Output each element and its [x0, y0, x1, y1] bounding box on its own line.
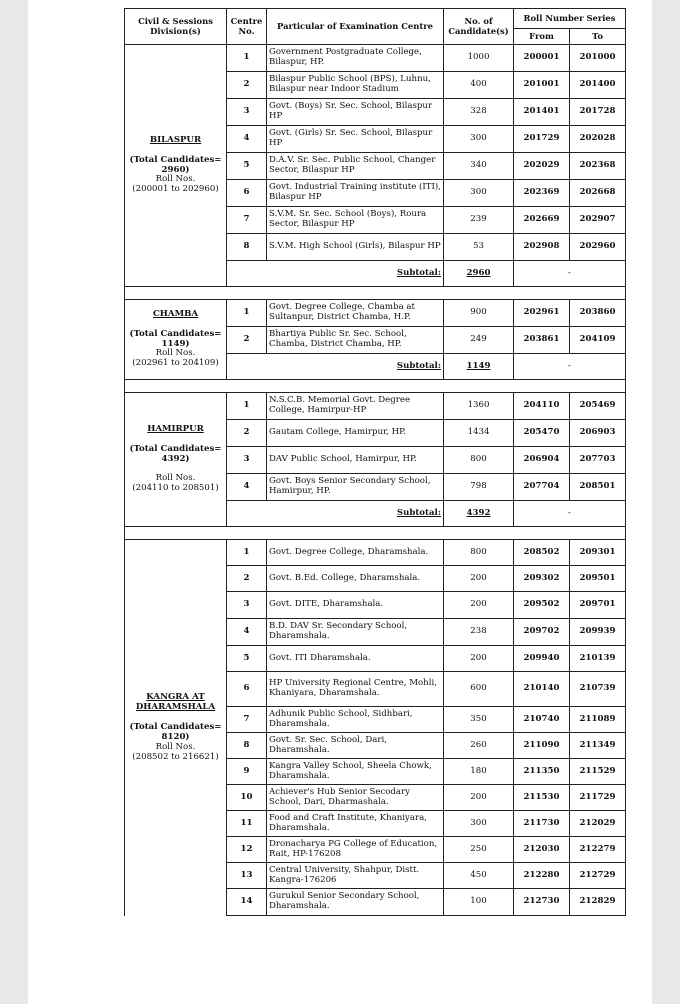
candidate-count: 200 — [444, 566, 514, 592]
section-separator — [125, 287, 626, 300]
roll-from: 211730 — [514, 811, 570, 837]
roll-from: 212030 — [514, 837, 570, 863]
centre-name: S.V.M. Sr. Sec. School (Boys), Roura Sector, Bilaspur HP — [267, 207, 444, 234]
roll-from: 212280 — [514, 863, 570, 889]
candidate-count: 238 — [444, 619, 514, 646]
centre-name: Govt. (Boys) Sr. Sec. School, Bilaspur HP — [267, 99, 444, 126]
candidate-count: 1434 — [444, 420, 514, 447]
roll-to: 211529 — [570, 759, 626, 785]
subtotal-label: Subtotal: — [227, 501, 444, 527]
roll-from: 210140 — [514, 672, 570, 707]
roll-range: (208502 to 216621) — [132, 751, 219, 762]
centre-no: 2 — [227, 327, 267, 354]
candidate-count: 400 — [444, 72, 514, 99]
division-total: (Total Candidates= 4392) — [129, 443, 222, 464]
centre-no: 7 — [227, 707, 267, 733]
centre-no: 1 — [227, 45, 267, 72]
exam-centre-table — [124, 8, 626, 916]
header-roll-series: Roll Number Series — [514, 9, 626, 29]
division-cell — [125, 393, 227, 527]
roll-to: 210739 — [570, 672, 626, 707]
centre-name: N.S.C.B. Memorial Govt. Degree College, Hamirpur-HP — [267, 393, 444, 420]
candidate-count: 260 — [444, 733, 514, 759]
header-to: To — [570, 29, 626, 45]
subtotal-dash: - — [514, 501, 626, 527]
centre-no: 11 — [227, 811, 267, 837]
centre-no: 1 — [227, 540, 267, 566]
centre-name: Govt. B.Ed. College, Dharamshala. — [267, 566, 444, 592]
roll-from: 209502 — [514, 592, 570, 619]
roll-label: Roll Nos. — [155, 174, 196, 185]
roll-range: (200001 to 202960) — [132, 184, 219, 195]
centre-name: Kangra Valley School, Sheela Chowk, Dharamshala. — [267, 759, 444, 785]
centre-no: 4 — [227, 126, 267, 153]
header-division: Civil & Sessions Division(s) — [125, 9, 227, 45]
roll-from: 202029 — [514, 153, 570, 180]
subtotal-dash: - — [514, 354, 626, 380]
candidate-count: 180 — [444, 759, 514, 785]
roll-from: 210740 — [514, 707, 570, 733]
centre-name: Adhunik Public School, Sidhbari, Dharamshala. — [267, 707, 444, 733]
roll-label: Roll Nos. — [155, 348, 196, 359]
centre-name: Government Postgraduate College, Bilaspur, HP. — [267, 45, 444, 72]
centre-no: 10 — [227, 785, 267, 811]
centre-no: 5 — [227, 646, 267, 672]
centre-no: 7 — [227, 207, 267, 234]
roll-from: 201729 — [514, 126, 570, 153]
roll-to: 209939 — [570, 619, 626, 646]
roll-from: 208502 — [514, 540, 570, 566]
centre-name: Govt. Sr. Sec. School, Dari, Dharamshala. — [267, 733, 444, 759]
roll-from: 203861 — [514, 327, 570, 354]
document-page — [28, 0, 652, 1004]
roll-from: 206904 — [514, 447, 570, 474]
roll-from: 211350 — [514, 759, 570, 785]
roll-to: 212829 — [570, 889, 626, 916]
roll-to: 202368 — [570, 153, 626, 180]
roll-to: 211729 — [570, 785, 626, 811]
centre-no: 4 — [227, 619, 267, 646]
roll-from: 209302 — [514, 566, 570, 592]
division-total: (Total Candidates= 8120) — [129, 721, 222, 742]
roll-to: 212029 — [570, 811, 626, 837]
centre-name: Govt. (Girls) Sr. Sec. School, Bilaspur HP — [267, 126, 444, 153]
roll-from: 202669 — [514, 207, 570, 234]
centre-name: Govt. Degree College, Dharamshala. — [267, 540, 444, 566]
roll-to: 210139 — [570, 646, 626, 672]
separator-gap — [125, 287, 626, 300]
centre-name: Govt. Boys Senior Secondary School, Hamirpur, HP. — [267, 474, 444, 501]
centre-name: Central University, Shahpur, Distt. Kangra-176206 — [267, 863, 444, 889]
centre-no: 9 — [227, 759, 267, 785]
section-separator — [125, 380, 626, 393]
candidate-count: 239 — [444, 207, 514, 234]
division-name: HAMIRPUR — [147, 423, 204, 434]
centre-name: Gautam College, Hamirpur, HP. — [267, 420, 444, 447]
roll-label: Roll Nos. — [155, 473, 196, 484]
section-separator — [125, 527, 626, 540]
centre-no: 13 — [227, 863, 267, 889]
centre-no: 4 — [227, 474, 267, 501]
header-centre-no: Centre No. — [227, 9, 267, 45]
header-from: From — [514, 29, 570, 45]
division-name: CHAMBA — [152, 308, 199, 319]
roll-from: 201401 — [514, 99, 570, 126]
roll-range: (202961 to 204109) — [132, 358, 219, 369]
candidate-count: 200 — [444, 592, 514, 619]
subtotal-dash: - — [514, 261, 626, 287]
centre-no: 8 — [227, 733, 267, 759]
division-cell — [125, 45, 227, 287]
candidate-count: 340 — [444, 153, 514, 180]
centre-no: 2 — [227, 72, 267, 99]
roll-from: 201001 — [514, 72, 570, 99]
centre-no: 6 — [227, 180, 267, 207]
centre-no: 6 — [227, 672, 267, 707]
roll-from: 211530 — [514, 785, 570, 811]
separator-gap — [125, 527, 626, 540]
roll-from: 204110 — [514, 393, 570, 420]
roll-from: 212730 — [514, 889, 570, 916]
division-name: KANGRA AT DHARAMSHALA — [135, 692, 216, 712]
subtotal-label: Subtotal: — [227, 354, 444, 380]
roll-to: 202960 — [570, 234, 626, 261]
centre-name: Bhartiya Public Sr. Sec. School, Chamba, District Chamba, HP. — [267, 327, 444, 354]
candidate-count: 200 — [444, 646, 514, 672]
roll-to: 201000 — [570, 45, 626, 72]
centre-no: 2 — [227, 420, 267, 447]
centre-name: Govt. DITE, Dharamshala. — [267, 592, 444, 619]
centre-name: Achiever's Hub Senior Secodary School, Dari, Dharmashala. — [267, 785, 444, 811]
centre-name: Govt. ITI Dharamshala. — [267, 646, 444, 672]
roll-to: 206903 — [570, 420, 626, 447]
roll-to: 201728 — [570, 99, 626, 126]
candidate-count: 800 — [444, 540, 514, 566]
centre-name: Gurukul Senior Secondary School, Dharamshala. — [267, 889, 444, 916]
roll-to: 207703 — [570, 447, 626, 474]
centre-name: S.V.M. High School (Girls), Bilaspur HP — [267, 234, 444, 261]
centre-no: 2 — [227, 566, 267, 592]
roll-to: 212729 — [570, 863, 626, 889]
roll-range: (204110 to 208501) — [132, 483, 219, 494]
candidate-count: 200 — [444, 785, 514, 811]
centre-name: HP University Regional Centre, Mohli, Khaniyara, Dharamshala. — [267, 672, 444, 707]
centre-name: Food and Craft Institute, Khaniyara, Dharamshala. — [267, 811, 444, 837]
roll-to: 209301 — [570, 540, 626, 566]
candidate-count: 1000 — [444, 45, 514, 72]
centre-no: 5 — [227, 153, 267, 180]
table-row — [125, 393, 626, 420]
subtotal-value: 2960 — [444, 261, 514, 287]
roll-to: 202668 — [570, 180, 626, 207]
candidate-count: 53 — [444, 234, 514, 261]
candidate-count: 300 — [444, 180, 514, 207]
division-total: (Total Candidates= 1149) — [129, 328, 222, 349]
candidate-count: 350 — [444, 707, 514, 733]
roll-from: 205470 — [514, 420, 570, 447]
centre-no: 3 — [227, 592, 267, 619]
centre-name: Govt. Degree College, Chamba at Sultanpur, District Chamba, H.P. — [267, 300, 444, 327]
candidate-count: 798 — [444, 474, 514, 501]
division-cell — [125, 540, 227, 916]
centre-name: B.D. DAV Sr. Secondary School, Dharamshala. — [267, 619, 444, 646]
candidate-count: 300 — [444, 811, 514, 837]
roll-from: 211090 — [514, 733, 570, 759]
division-total: (Total Candidates= 2960) — [129, 154, 222, 175]
centre-name: Dronacharya PG College of Education, Rait, HP-176208 — [267, 837, 444, 863]
separator-gap — [125, 380, 626, 393]
candidate-count: 300 — [444, 126, 514, 153]
candidate-count: 328 — [444, 99, 514, 126]
roll-to: 211349 — [570, 733, 626, 759]
subtotal-label: Subtotal: — [227, 261, 444, 287]
roll-to: 202907 — [570, 207, 626, 234]
roll-from: 202908 — [514, 234, 570, 261]
division-cell — [125, 300, 227, 380]
roll-label: Roll Nos. — [155, 741, 196, 752]
roll-to: 208501 — [570, 474, 626, 501]
candidate-count: 600 — [444, 672, 514, 707]
roll-from: 209940 — [514, 646, 570, 672]
candidate-count: 450 — [444, 863, 514, 889]
centre-name: Bilaspur Public School (BPS), Luhnu, Bilaspur near Indoor Stadium — [267, 72, 444, 99]
candidate-count: 1360 — [444, 393, 514, 420]
table-body — [125, 45, 626, 916]
table-row — [125, 45, 626, 72]
header-candidates: No. of Candidate(s) — [444, 9, 514, 45]
centre-no: 3 — [227, 447, 267, 474]
centre-name: D.A.V. Sr. Sec. Public School, Changer Sector, Bilaspur HP — [267, 153, 444, 180]
candidate-count: 900 — [444, 300, 514, 327]
centre-no: 1 — [227, 300, 267, 327]
roll-to: 209501 — [570, 566, 626, 592]
roll-to: 201400 — [570, 72, 626, 99]
centre-no: 1 — [227, 393, 267, 420]
subtotal-value: 4392 — [444, 501, 514, 527]
centre-no: 12 — [227, 837, 267, 863]
roll-to: 209701 — [570, 592, 626, 619]
centre-no: 3 — [227, 99, 267, 126]
centre-name: Govt. Industrial Training institute (ITI), Bilaspur HP — [267, 180, 444, 207]
candidate-count: 100 — [444, 889, 514, 916]
roll-to: 204109 — [570, 327, 626, 354]
roll-to: 202028 — [570, 126, 626, 153]
table-row — [125, 300, 626, 327]
header-particular: Particular of Examination Centre — [267, 9, 444, 45]
candidate-count: 250 — [444, 837, 514, 863]
roll-from: 209702 — [514, 619, 570, 646]
candidate-count: 800 — [444, 447, 514, 474]
roll-to: 211089 — [570, 707, 626, 733]
centre-name: DAV Public School, Hamirpur, HP. — [267, 447, 444, 474]
roll-to: 212279 — [570, 837, 626, 863]
table-row — [125, 540, 626, 566]
centre-no: 14 — [227, 889, 267, 916]
roll-from: 200001 — [514, 45, 570, 72]
roll-from: 207704 — [514, 474, 570, 501]
subtotal-value: 1149 — [444, 354, 514, 380]
roll-to: 203860 — [570, 300, 626, 327]
roll-from: 202961 — [514, 300, 570, 327]
roll-to: 205469 — [570, 393, 626, 420]
centre-no: 8 — [227, 234, 267, 261]
roll-from: 202369 — [514, 180, 570, 207]
division-name: BILASPUR — [149, 134, 202, 145]
candidate-count: 249 — [444, 327, 514, 354]
